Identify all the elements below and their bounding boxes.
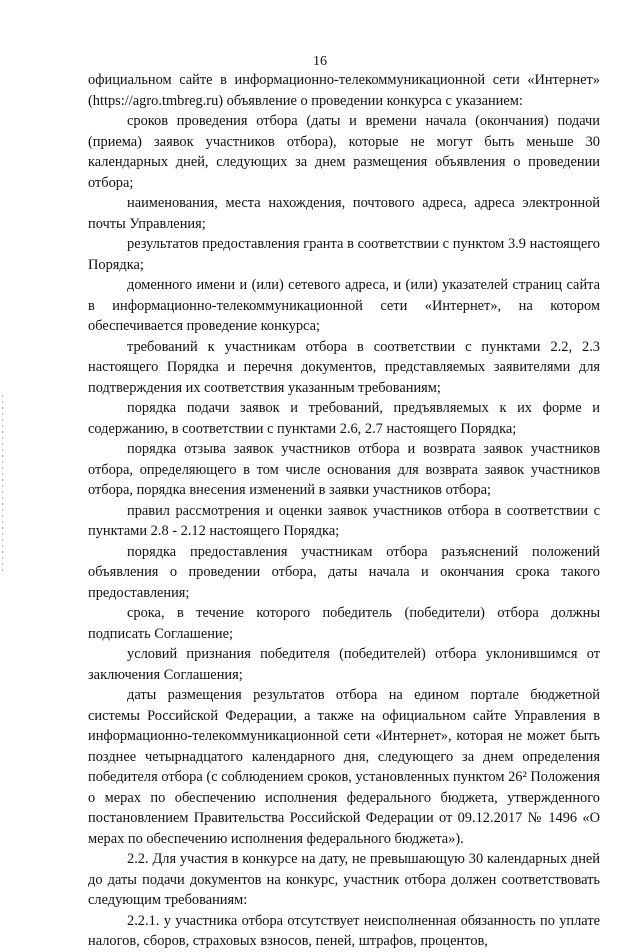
document-body — [88, 70, 600, 952]
paragraph: доменного имени и (или) сетевого адреса, и (или) указателей страниц сайта в информационно-телекоммуникационной сети «Интернет», на котором обеспечивается проведение конкурса; — [88, 277, 600, 334]
paragraph: порядка отзыва заявок участников отбора и возврата заявок участников отбора, определяющего в том числе основания для возврата заявок участников отбора, порядка внесения изменений в заявки участников отбора; — [88, 441, 600, 498]
paragraph: официальном сайте в информационно-телекоммуникационной сети «Интернет» (https://agro.tmbreg.ru) объявление о проведении конкурса с указанием: — [88, 72, 600, 109]
paragraph: правил рассмотрения и оценки заявок участников отбора в соответствии с пунктами 2.8 - 2.12 настоящего Порядка; — [88, 502, 600, 539]
paragraph: 2.2. Для участия в конкурсе на дату, не превышающую 30 календарных дней до даты подачи документов на конкурс, участник отбора должен соответствовать следующим требованиям: — [88, 851, 600, 908]
paragraph: даты размещения результатов отбора на едином портале бюджетной системы Российской Федерации, а также на официальном сайте Управления в информационно-телекоммуникационной сети «Интернет», которая не может быть позднее четырнадцатого календарного дня, следующего за днем определения победителя отбора (с соблюдением сроков, установленных пунктом 26² Положения о мерах по обеспечению исполнения федерального бюджета, утвержденного постановлением Правительства Российской Федерации от 09.12.2017 № 1496 «О мерах по обеспечению исполнения федерального бюджета»). — [88, 687, 600, 847]
paragraph: результатов предоставления гранта в соответствии с пунктом 3.9 настоящего Порядка; — [88, 236, 600, 273]
paragraph: условий признания победителя (победителей) отбора уклонившимся от заключения Соглашения; — [88, 646, 600, 683]
paragraph: порядка подачи заявок и требований, предъявляемых к их форме и содержанию, в соответствии с пунктами 2.6, 2.7 настоящего Порядка; — [88, 400, 600, 437]
paragraph: требований к участникам отбора в соответствии с пунктами 2.2, 2.3 настоящего Порядка и перечня документов, представляемых заявителями для подтверждения их соответствия указанным требованиям; — [88, 338, 600, 396]
scan-edge-mark — [2, 395, 3, 575]
paragraph: порядка предоставления участникам отбора разъяснений положений объявления о проведении отбора, даты начала и окончания срока такого предоставления; — [88, 543, 600, 601]
paragraph: срока, в течение которого победитель (победители) отбора должны подписать Соглашение; — [88, 605, 600, 642]
page-number: 16 — [313, 54, 327, 69]
paragraph: 2.2.1. у участника отбора отсутствует неисполненная обязанность по уплате налогов, сборов, страховых взносов, пеней, штрафов, процентов, — [88, 912, 600, 949]
paragraph: наименования, места нахождения, почтового адреса, адреса электронной почты Управления; — [88, 195, 600, 232]
paragraph: сроков проведения отбора (даты и времени начала (окончания) подачи (приема) заявок участников отбора), которые не могут быть меньше 30 календарных дней, следующих за днем размещения объявления о проведении отбора; — [88, 113, 600, 191]
